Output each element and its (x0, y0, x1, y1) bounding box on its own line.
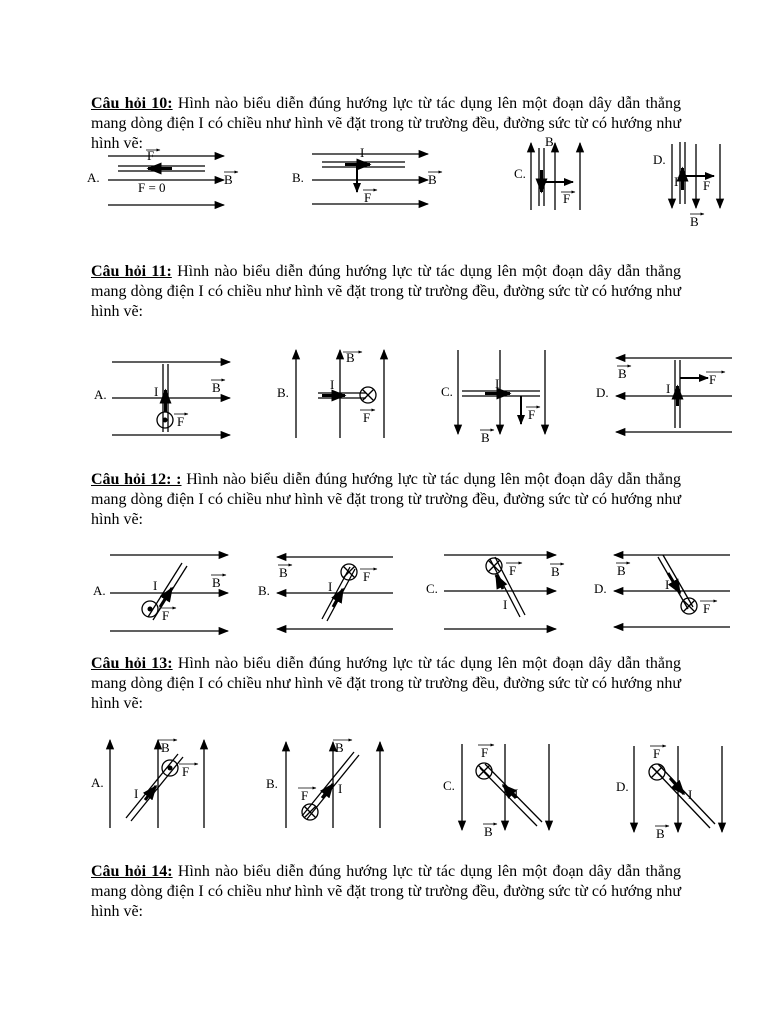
figure-q10 (0, 134, 768, 235)
q11-option-b[interactable] (277, 350, 384, 438)
force-label: F (363, 569, 371, 584)
field-label: B (617, 563, 626, 578)
force-label: F (162, 608, 170, 623)
force-label: F (653, 746, 661, 761)
current-label: I (665, 577, 670, 592)
question-text: Hình nào biểu diễn đúng hướng lực từ tác dụng lên một đoạn dây dẫn thẳng mang dòng điện I có chiều như hình vẽ đặt trong từ trường đều, đường sức từ có hướng như hình vẽ: (91, 95, 682, 152)
option-label: D. (653, 152, 666, 167)
current-label: I (134, 786, 139, 801)
current-label: I (666, 381, 671, 396)
q12-option-b[interactable] (258, 557, 393, 629)
option-label: C. (443, 778, 455, 793)
option-label: D. (594, 581, 607, 596)
force-label: F (177, 414, 185, 429)
question-12 (91, 470, 681, 530)
field-label: B (551, 564, 560, 579)
field-label: B (212, 575, 221, 590)
option-label: A. (94, 387, 107, 402)
figure-q12 (0, 545, 768, 640)
figure-q13 (0, 732, 768, 842)
q12-option-a[interactable] (93, 555, 228, 631)
field-label: B (481, 430, 490, 445)
force-label: F (703, 601, 711, 616)
force-label: F (182, 764, 190, 779)
question-label: Câu hỏi 10: (91, 95, 173, 112)
question-label: Câu hỏi 13: (91, 655, 173, 672)
question-text: Hình nào biểu diễn đúng hướng lực từ tác dụng lên một đoạn dây dẫn thẳng mang dòng điện I có chiều như hình vẽ đặt trong từ trường đều, đường sức từ có hướng như hình vẽ: (91, 263, 681, 320)
q10-option-d[interactable] (653, 142, 720, 229)
current-label: I (495, 376, 500, 391)
question-11 (91, 262, 681, 322)
force-label: F (509, 563, 517, 578)
current-label: I (328, 579, 333, 594)
q13-option-c[interactable] (443, 744, 549, 839)
option-label: B. (292, 170, 304, 185)
force-label: F (703, 178, 711, 193)
field-label: B (484, 824, 493, 839)
force-label: F (363, 410, 371, 425)
field-label: B (224, 172, 233, 187)
field-label: B (618, 366, 627, 381)
force-label: F (147, 148, 155, 163)
question-14 (91, 862, 681, 922)
q13-option-d[interactable] (616, 746, 722, 841)
question-13 (91, 654, 681, 714)
current-label: I (503, 597, 508, 612)
current-label: I (674, 174, 679, 189)
option-label: D. (596, 385, 609, 400)
option-label: C. (426, 581, 438, 596)
q10-option-b[interactable] (292, 145, 442, 205)
force-label: F (563, 191, 571, 206)
figure-q11 (0, 340, 768, 450)
q12-option-c[interactable] (426, 555, 564, 629)
q13-option-a[interactable] (91, 740, 204, 828)
current-label: I (154, 384, 159, 399)
q13-option-b[interactable] (266, 740, 380, 828)
current-label: I (360, 145, 365, 160)
force-label: F (481, 745, 489, 760)
question-label: Câu hỏi 14: (91, 863, 173, 880)
force-label: F (301, 788, 309, 803)
field-label: B (428, 172, 437, 187)
question-label-extra: : (171, 471, 182, 488)
q11-option-d[interactable] (596, 358, 732, 432)
current-label: I (514, 786, 519, 801)
question-label: Câu hỏi 12: (91, 471, 172, 488)
question-text: Hình nào biểu diễn đúng hướng lực từ tác dụng lên một đoạn dây dẫn thẳng mang dòng điện I có chiều như hình vẽ đặt trong từ trường đều, đường sức từ có hướng như hình vẽ: (91, 863, 682, 920)
q11-option-c[interactable] (441, 350, 545, 445)
field-label: B (212, 380, 221, 395)
option-label: B. (258, 583, 270, 598)
q10-option-c[interactable] (514, 134, 580, 210)
field-label: B (279, 565, 288, 580)
option-label: B. (266, 776, 278, 791)
field-label: B (656, 826, 665, 841)
current-label: I (338, 781, 343, 796)
question-text: Hình nào biểu diễn đúng hướng lực từ tác dụng lên một đoạn dây dẫn thẳng mang dòng điện I có chiều như hình vẽ đặt trong từ trường đều, đường sức từ có hướng như hình vẽ: (91, 471, 682, 528)
field-label: B (690, 214, 699, 229)
option-label: A. (91, 775, 104, 790)
q12-option-d[interactable] (594, 555, 730, 627)
field-label: B (346, 350, 355, 365)
option-label: D. (616, 779, 629, 794)
question-label: Câu hỏi 11: (91, 263, 172, 280)
option-label: C. (514, 166, 526, 181)
option-label: A. (93, 583, 106, 598)
q11-option-a[interactable] (94, 362, 230, 435)
current-label: I (153, 578, 158, 593)
field-label: B (161, 740, 170, 755)
option-label: C. (441, 384, 453, 399)
field-label: B (335, 740, 344, 755)
force-label: F (709, 372, 717, 387)
force-label: F (528, 407, 536, 422)
force-label: F (364, 190, 372, 205)
q10-option-a[interactable] (87, 148, 238, 205)
field-label: B (545, 134, 554, 149)
question-text: Hình nào biểu diễn đúng hướng lực từ tác dụng lên một đoạn dây dẫn thẳng mang dòng điện I có chiều như hình vẽ đặt trong từ trường đều, đường sức từ có hướng như hình vẽ: (91, 655, 682, 712)
current-label: I (688, 787, 693, 802)
option-label: A. (87, 170, 100, 185)
option-label: B. (277, 385, 289, 400)
force-zero-label: F = 0 (138, 180, 166, 195)
current-label: I (330, 377, 335, 392)
